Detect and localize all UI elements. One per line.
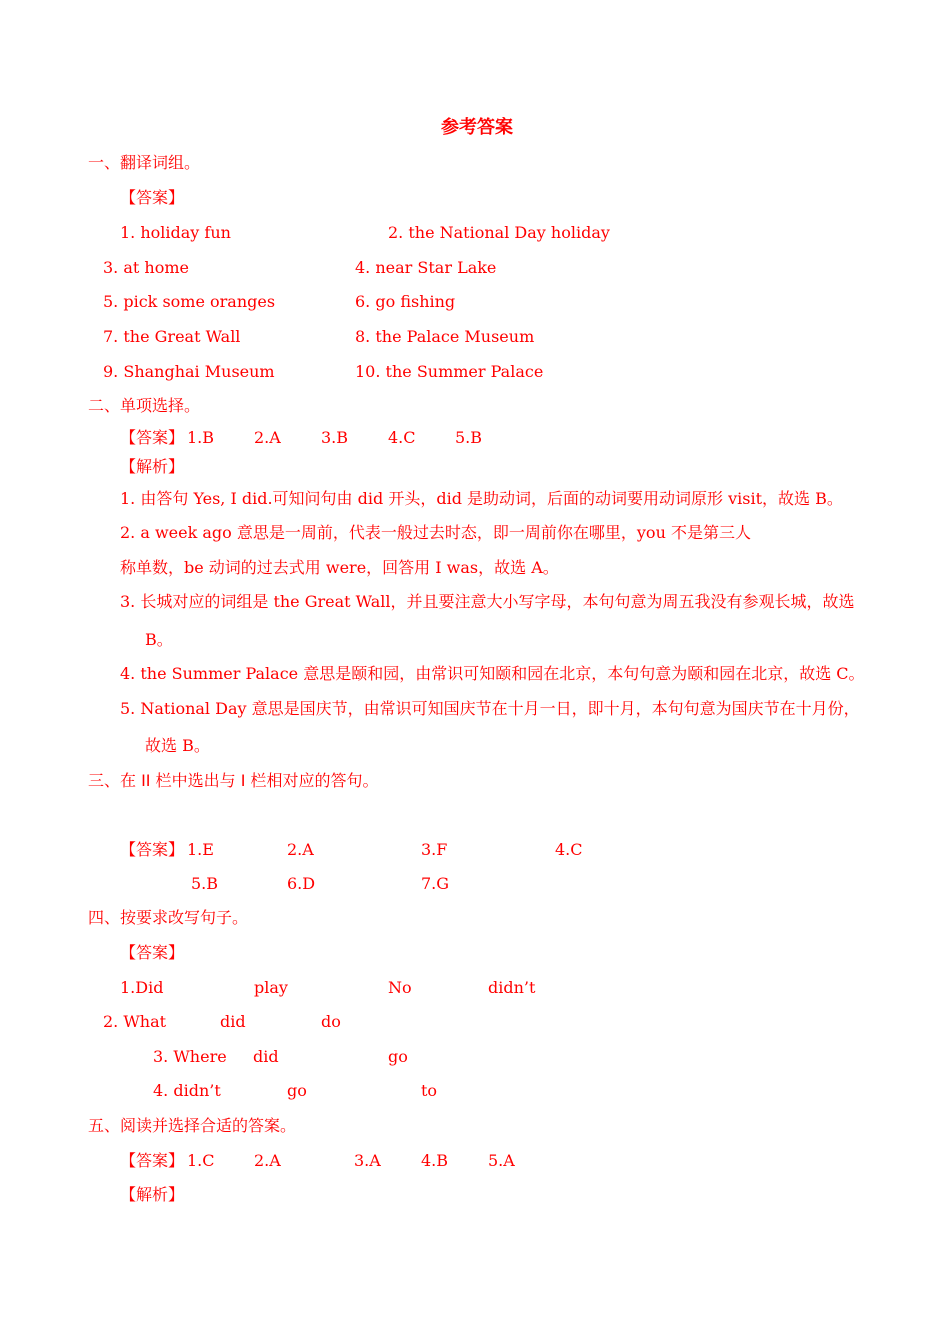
- analysis-line: 1. 由答句 Yes, I did.可知问句由 did 开头，did 是助动词，后面的动词要用动词原形 visit，故选 B。: [120, 489, 843, 508]
- phrase-answer: 7. the Great Wall: [103, 327, 241, 346]
- section-5-heading: 五、阅读并选择合适的答案。: [88, 1116, 297, 1135]
- section-4-heading: 四、按要求改写句子。: [88, 908, 249, 927]
- section-3-answer-label: 【答案】: [120, 840, 185, 859]
- reading-answer: 1.C: [187, 1151, 215, 1170]
- section-5-analysis-label: 【解析】: [120, 1185, 185, 1204]
- match-answer: 2.A: [287, 840, 314, 859]
- analysis-line: B。: [145, 630, 173, 649]
- rewrite-word: go: [388, 1047, 408, 1066]
- choice-answer: 2.A: [254, 428, 281, 447]
- phrase-answer: 9. Shanghai Museum: [103, 362, 275, 381]
- rewrite-word: play: [254, 978, 288, 997]
- section-2-analysis-label: 【解析】: [120, 457, 185, 476]
- phrase-answer: 8. the Palace Museum: [355, 327, 535, 346]
- analysis-line: 3. 长城对应的词组是 the Great Wall，并且要注意大小写字母，本句句意为周五我没有参观长城，故选: [120, 592, 855, 611]
- reading-answer: 3.A: [354, 1151, 381, 1170]
- rewrite-word: to: [421, 1081, 438, 1100]
- rewrite-word: didn’t: [488, 978, 536, 997]
- rewrite-word: did: [253, 1047, 279, 1066]
- reading-answer: 5.A: [488, 1151, 515, 1170]
- rewrite-word: 3. Where: [153, 1047, 227, 1066]
- section-2-heading: 二、单项选择。: [88, 396, 201, 415]
- match-answer: 6.D: [287, 874, 316, 893]
- analysis-line: 4. the Summer Palace 意思是颐和园，由常识可知颐和园在北京，本句句意为颐和园在北京，故选 C。: [120, 664, 865, 683]
- reading-answer: 2.A: [254, 1151, 281, 1170]
- match-answer: 7.G: [421, 874, 450, 893]
- choice-answer: 5.B: [455, 428, 483, 447]
- section-1-answer-label: 【答案】: [120, 188, 185, 207]
- section-4-answer-label: 【答案】: [120, 943, 185, 962]
- phrase-answer: 5. pick some oranges: [103, 292, 276, 311]
- rewrite-word: 1.Did: [120, 978, 164, 997]
- rewrite-word: did: [220, 1012, 246, 1031]
- rewrite-word: 4. didn’t: [153, 1081, 221, 1100]
- rewrite-word: go: [287, 1081, 307, 1100]
- section-5-answer-label: 【答案】: [120, 1151, 185, 1170]
- match-answer: 1.E: [187, 840, 214, 859]
- match-answer: 5.B: [191, 874, 219, 893]
- analysis-line: 2. a week ago 意思是一周前，代表一般过去时态，即一周前你在哪里，you 不是第三人: [120, 523, 751, 542]
- reading-answer: 4.B: [421, 1151, 449, 1170]
- page-title: 参考答案: [441, 117, 513, 138]
- choice-answer: 1.B: [187, 428, 215, 447]
- rewrite-word: do: [321, 1012, 341, 1031]
- phrase-answer: 2. the National Day holiday: [388, 223, 610, 242]
- analysis-line: 称单数，be 动词的过去式用 were，回答用 I was，故选 A。: [120, 558, 559, 577]
- phrase-answer: 10. the Summer Palace: [355, 362, 544, 381]
- choice-answer: 3.B: [321, 428, 349, 447]
- analysis-line: 5. National Day 意思是国庆节，由常识可知国庆节在十月一日，即十月，本句句意为国庆节在十月份，: [120, 699, 860, 718]
- choice-answer: 4.C: [388, 428, 416, 447]
- match-answer: 3.F: [421, 840, 448, 859]
- phrase-answer: 3. at home: [103, 258, 189, 277]
- section-1-heading: 一、翻译词组。: [88, 153, 201, 172]
- analysis-line: 故选 B。: [145, 736, 210, 755]
- section-3-heading: 三、在 II 栏中选出与 I 栏相对应的答句。: [88, 771, 379, 790]
- section-2-answer-label: 【答案】: [120, 428, 185, 447]
- rewrite-word: 2. What: [103, 1012, 167, 1031]
- phrase-answer: 1. holiday fun: [120, 223, 231, 242]
- rewrite-word: No: [388, 978, 412, 997]
- phrase-answer: 6. go fishing: [355, 292, 456, 311]
- match-answer: 4.C: [555, 840, 583, 859]
- phrase-answer: 4. near Star Lake: [355, 258, 497, 277]
